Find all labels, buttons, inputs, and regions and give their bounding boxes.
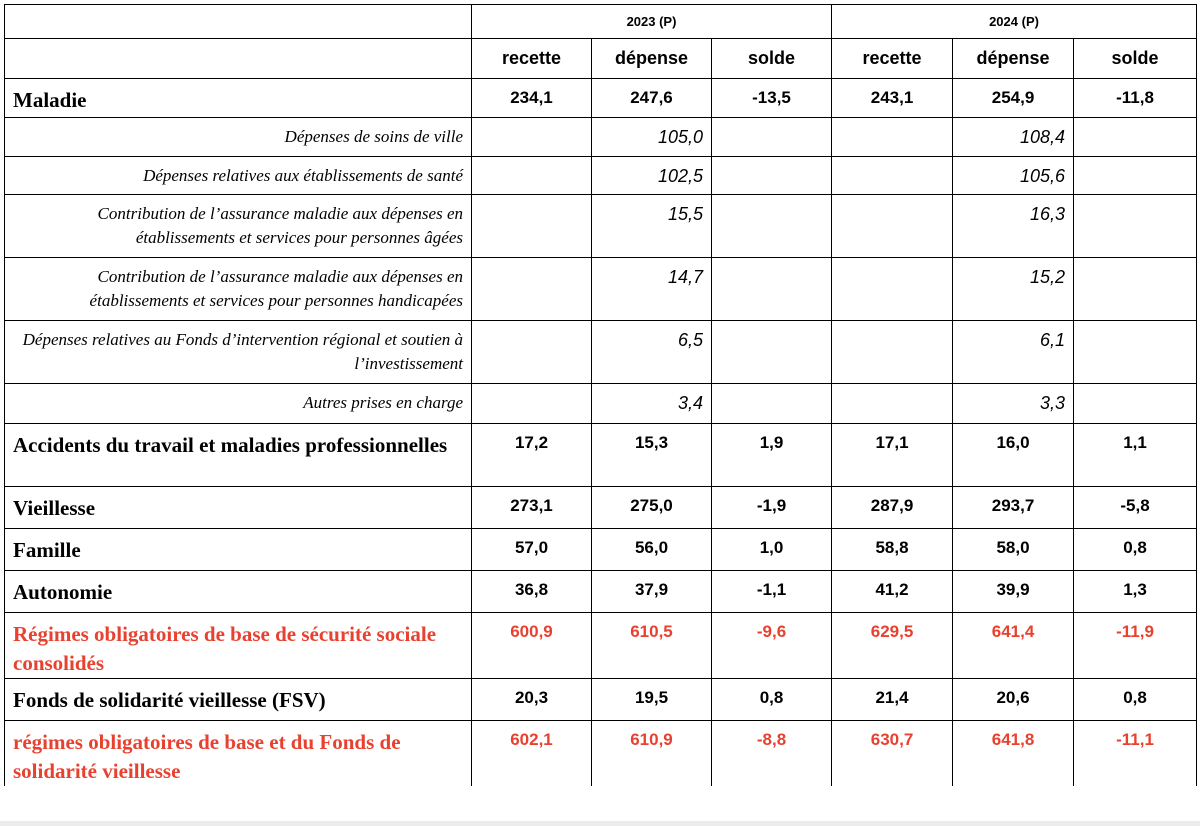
value-cell [832,195,953,258]
value-cell: 6,5 [592,321,712,384]
value-cell: 16,0 [953,424,1074,487]
value-cell: 0,8 [1074,529,1197,571]
value-cell: 37,9 [592,571,712,613]
sub-row [5,157,1197,195]
value-cell: 14,7 [592,258,712,321]
value-cell: -11,9 [1074,613,1197,679]
value-cell: 243,1 [832,79,953,118]
value-cell: 56,0 [592,529,712,571]
value-cell [472,384,592,424]
row-label: Dépenses relatives au Fonds d’intervention régional et soutien à l’investissement [5,321,472,384]
row-label: Autonomie [5,571,472,613]
row-label: Dépenses de soins de ville [5,118,472,157]
value-cell: 610,9 [592,721,712,787]
year-2024-header: 2024 (P) [832,5,1197,39]
category-row [5,424,1197,487]
category-row [5,529,1197,571]
value-cell: -5,8 [1074,487,1197,529]
value-cell: 610,5 [592,613,712,679]
row-label: Autres prises en charge [5,384,472,424]
row-label: Régimes obligatoires de base de sécurité sociale consolidés [5,613,472,679]
value-cell: 0,8 [712,679,832,721]
value-cell [832,321,953,384]
value-cell [1074,384,1197,424]
col-header-depense-2023: dépense [592,39,712,79]
value-cell: 105,0 [592,118,712,157]
value-cell: -11,8 [1074,79,1197,118]
value-cell: 1,1 [1074,424,1197,487]
value-cell: -13,5 [712,79,832,118]
value-cell: 58,0 [953,529,1074,571]
value-cell: 641,8 [953,721,1074,787]
value-cell: 15,2 [953,258,1074,321]
value-cell: 600,9 [472,613,592,679]
value-cell [472,157,592,195]
value-cell [832,157,953,195]
value-cell: 15,3 [592,424,712,487]
value-cell: 21,4 [832,679,953,721]
value-cell [712,195,832,258]
row-label: Contribution de l’assurance maladie aux dépenses en établissements et services pour personnes handicapées [5,258,472,321]
row-label: Dépenses relatives aux établissements de santé [5,157,472,195]
value-cell: -11,1 [1074,721,1197,787]
value-cell [472,258,592,321]
value-cell: 36,8 [472,571,592,613]
value-cell [712,157,832,195]
value-cell: 20,6 [953,679,1074,721]
row-label: régimes obligatoires de base et du Fonds de solidarité vieillesse [5,721,472,787]
value-cell: -8,8 [712,721,832,787]
sub-row [5,258,1197,321]
sub-row [5,321,1197,384]
value-cell: 17,1 [832,424,953,487]
category-row [5,679,1197,721]
value-cell: -1,1 [712,571,832,613]
col-header-solde-2024: solde [1074,39,1197,79]
value-cell: 20,3 [472,679,592,721]
value-cell: -1,9 [712,487,832,529]
value-cell: 39,9 [953,571,1074,613]
category-row [5,721,1197,787]
row-label: Maladie [5,79,472,118]
value-cell: 293,7 [953,487,1074,529]
value-cell [1074,258,1197,321]
category-row [5,487,1197,529]
value-cell: 629,5 [832,613,953,679]
value-cell: 41,2 [832,571,953,613]
value-cell: 641,4 [953,613,1074,679]
budget-table [4,4,1197,786]
category-row [5,613,1197,679]
value-cell [472,195,592,258]
col-header-recette-2023: recette [472,39,592,79]
value-cell: 234,1 [472,79,592,118]
col-header-solde-2023: solde [712,39,832,79]
year-header-row [5,5,1197,39]
bottom-edge [0,821,1200,826]
value-cell: -9,6 [712,613,832,679]
category-row [5,79,1197,118]
value-cell [1074,157,1197,195]
value-cell: 3,3 [953,384,1074,424]
col-header-recette-2024: recette [832,39,953,79]
value-cell: 17,2 [472,424,592,487]
value-cell [712,384,832,424]
col-header-depense-2024: dépense [953,39,1074,79]
value-cell [1074,118,1197,157]
category-row [5,571,1197,613]
value-cell: 275,0 [592,487,712,529]
value-cell: 19,5 [592,679,712,721]
value-cell: 1,9 [712,424,832,487]
value-cell: 102,5 [592,157,712,195]
value-cell: 57,0 [472,529,592,571]
value-cell: 287,9 [832,487,953,529]
row-label: Vieillesse [5,487,472,529]
value-cell [472,321,592,384]
value-cell: 0,8 [1074,679,1197,721]
corner-cell [5,39,472,79]
value-cell: 16,3 [953,195,1074,258]
value-cell: 15,5 [592,195,712,258]
value-cell [832,118,953,157]
value-cell: 1,0 [712,529,832,571]
column-header-row [5,39,1197,79]
value-cell [712,321,832,384]
value-cell [832,384,953,424]
row-label: Accidents du travail et maladies professionnelles [5,424,472,487]
value-cell [1074,195,1197,258]
value-cell: 254,9 [953,79,1074,118]
value-cell [472,118,592,157]
row-label: Fonds de solidarité vieillesse (FSV) [5,679,472,721]
value-cell [712,258,832,321]
year-2023-header: 2023 (P) [472,5,832,39]
value-cell: 3,4 [592,384,712,424]
value-cell: 1,3 [1074,571,1197,613]
value-cell: 6,1 [953,321,1074,384]
value-cell [832,258,953,321]
row-label: Contribution de l’assurance maladie aux dépenses en établissements et services pour personnes âgées [5,195,472,258]
value-cell: 247,6 [592,79,712,118]
corner-cell [5,5,472,39]
value-cell: 602,1 [472,721,592,787]
row-label: Famille [5,529,472,571]
sub-row [5,384,1197,424]
value-cell: 105,6 [953,157,1074,195]
value-cell: 630,7 [832,721,953,787]
value-cell: 108,4 [953,118,1074,157]
value-cell: 58,8 [832,529,953,571]
value-cell: 273,1 [472,487,592,529]
sub-row [5,118,1197,157]
value-cell [712,118,832,157]
sub-row [5,195,1197,258]
value-cell [1074,321,1197,384]
